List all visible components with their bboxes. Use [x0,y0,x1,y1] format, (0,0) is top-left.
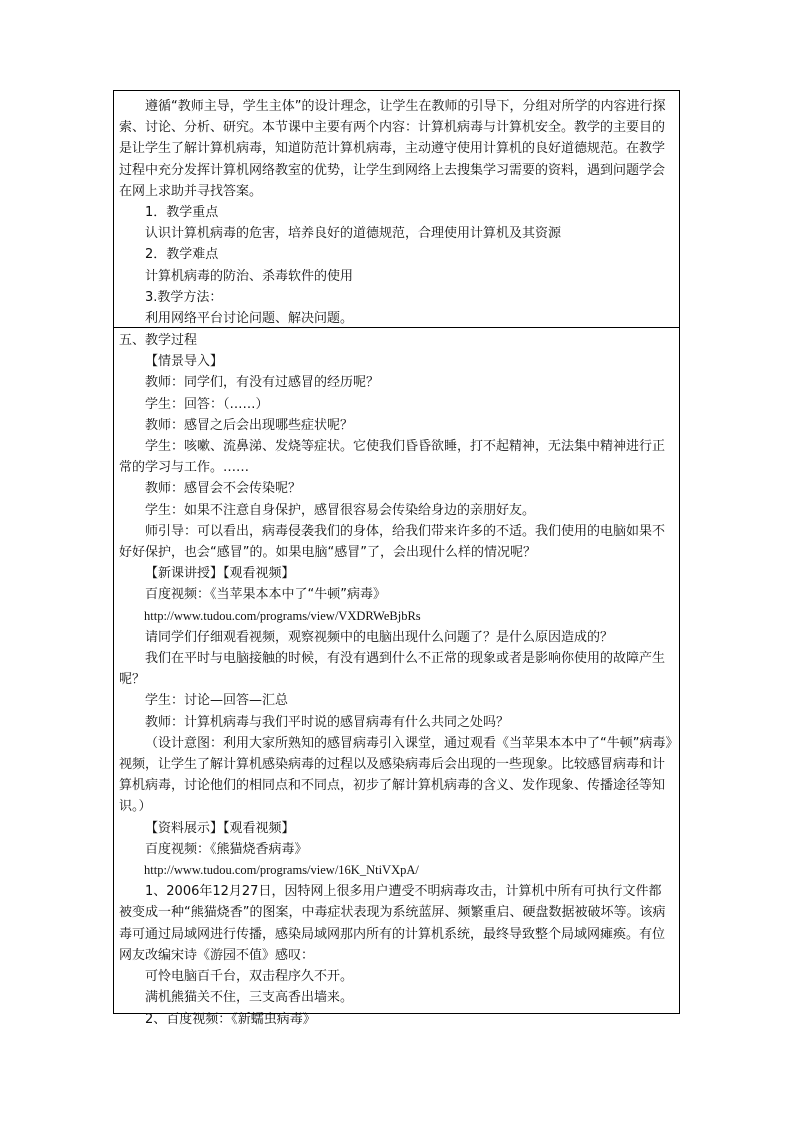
dialogue-line: 学生：咳嗽、流鼻涕、发烧等症状。它使我们昏昏欲睡，打不起精神，无法集中精神进行正常的学习与工作。…… [119,439,666,476]
poem-line: 可怜电脑百千台，双击程序久不开。 [145,969,354,985]
difficult-points-heading: 2．教学难点 [145,247,219,263]
video-url[interactable]: http://www.tudou.com/programs/view/VXDRWeBjbRs [144,608,421,623]
video-url[interactable]: http://www.tudou.com/programs/view/16K_NtiVXpA/ [144,863,419,878]
difficult-points-text: 计算机病毒的防治、杀毒软件的使用 [145,268,354,284]
process-heading: 五、教学过程 [119,333,198,348]
teaching-method-heading: 3.教学方法： [145,289,223,305]
teaching-method-text: 利用网络平台讨论问题、解决问题。 [145,311,354,327]
key-points-heading: 1．教学重点 [145,205,219,221]
case-paragraph: 1、2006年12月27日，因特网上很多用户遭受不明病毒攻击，计算机中所有可执行文件都被变成一种“熊猫烧香”的图案，中毒症状表现为系统蓝屏、频繁重启、硬盘数据被破坏等。该病毒可通过局域网进行传播，感染局域网那内所有的计算机系统，最终导致整个局域网瘫痪。有位网友改编宋诗《游园不值》感叹： [119,884,666,963]
dialogue-line: 我们在平时与电脑接触的时候，有没有遇到什么不正常的现象或者是影响你使用的故障产生呢？ [119,651,666,688]
design-intro-paragraph: 遵循“教师主导，学生主体”的设计理念，让学生在教师的引导下，分组对所学的内容进行探索、讨论、分析、研究。本节课中主要有两个内容：计算机病毒与计算机安全。教学的主要目的是让学生了解计算机病毒，知道防范计算机病毒，主动遵守使用计算机的良好道德规范。在教学过程中充分发挥计算机网络教室的优势，让学生到网络上去搜集学习需要的资料，遇到问题学会在网上求助并寻找答案。 [119,99,666,199]
dialogue-line: 学生：讨论—回答—汇总 [145,693,289,709]
teaching-process-cell [114,327,679,1027]
dialogue-line: 教师：计算机病毒与我们平时说的感冒病毒有什么共同之处吗？ [145,714,510,730]
dialogue-line: 学生：如果不注意自身保护，感冒很容易会传染给身边的亲朋好友。 [145,502,536,518]
new-lesson-tag: 【新课讲授】【观看视频】 [145,566,295,582]
dialogue-line: 学生：回答：（……） [145,396,269,412]
dialogue-line: 请同学们仔细观看视频，观察视频中的电脑出现什么问题了？是什么原因造成的？ [145,629,614,645]
teaching-design-cell [114,91,679,327]
dialogue-line: 教师：感冒之后会出现哪些症状呢？ [145,417,354,433]
key-points-text: 认识计算机病毒的危害，培养良好的道德规范，合理使用计算机及其资源 [145,226,562,242]
lesson-plan-table [113,90,680,1027]
video-title: 百度视频：《当苹果本本中了“牛顿”病毒》 [145,587,386,603]
resource-tag: 【资料展示】【观看视频】 [145,820,295,836]
case-item: 2、百度视频：《新蠕虫病毒》 [145,1011,316,1027]
poem-line: 满机熊猫关不住，三支高香出墙来。 [145,990,354,1006]
video-title: 百度视频：《熊猫烧香病毒》 [145,841,308,857]
scenario-intro-tag: 【情景导入】 [145,354,224,370]
dialogue-line: 师引导：可以看出，病毒侵袭我们的身体，给我们带来许多的不适。我们使用的电脑如果不好好保护，也会“感冒”的。如果电脑“感冒”了，会出现什么样的情况呢？ [119,523,666,561]
dialogue-line: 教师：同学们，有没有过感冒的经历呢？ [145,375,380,391]
design-intent-note: （设计意图：利用大家所熟知的感冒病毒引入课堂，通过观看《当苹果本本中了“牛顿”病毒》视频，让学生了解计算机感染病毒的过程以及感染病毒后会出现的一些现象。比较感冒病毒和计算机病毒，讨论他们的相同点和不同点，初步了解计算机病毒的含义、发作现象、传播途径等知识。） [119,735,672,815]
dialogue-line: 教师：感冒会不会传染呢？ [145,481,302,497]
